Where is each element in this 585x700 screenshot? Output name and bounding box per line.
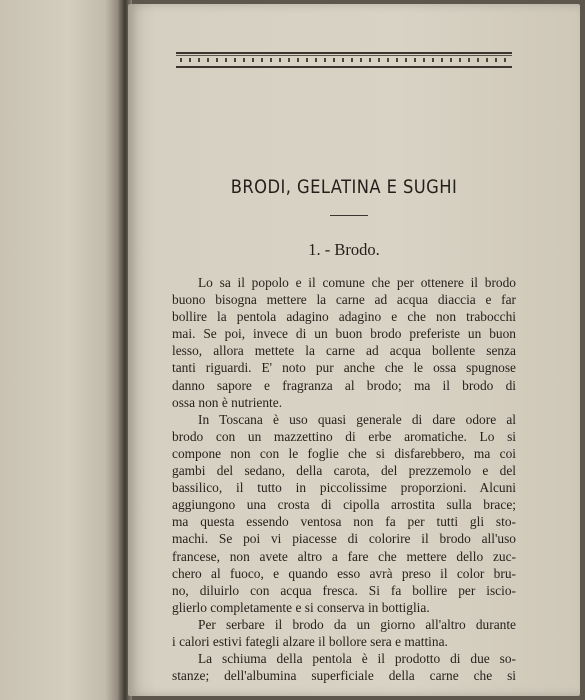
recipe-title: 1. - Brodo. xyxy=(308,240,380,259)
decorative-header-border xyxy=(176,52,512,68)
text-line: aggiungono una crosta di cipolla arrostita sulla brace; xyxy=(172,497,516,513)
text-line: ossa non è nutriente. xyxy=(172,394,283,410)
text-line: buono bisogna mettere la carne ad acqua diaccia e far xyxy=(172,292,516,308)
text-line: compone non con le foglie che si disfarebbero, ma coi xyxy=(172,445,516,461)
text-line: lesso, allora mettete la carne ad acqua bollente senza xyxy=(172,343,516,359)
text-line: machi. Se poi vi piacesse di colorire il brodo all'uso xyxy=(172,531,516,547)
text-line: mai. Se poi, invece di un buon brodo preferiste un buon xyxy=(172,326,516,342)
text-line: i calori estivi fategli alzare il bollore sera e mattina. xyxy=(172,633,448,649)
text-line: Per serbare il brodo da un giorno all'altro durante xyxy=(198,616,516,632)
text-line: gambi del sedano, della carota, del prezzemolo e del xyxy=(172,463,516,479)
text-line: tanti riguardi. E' noto pur anche che le ossa spugnose xyxy=(172,360,516,376)
text-line: stanze; dell'albumina superficiale della carne che si xyxy=(172,668,516,684)
text-line: chero al fuoco, e quando esso avrà preso il color bru- xyxy=(172,565,516,581)
text-line: danno sapore e fragranza al brodo; ma il brodo di xyxy=(172,377,516,393)
text-line: La schiuma della pentola è il prodotto di due so- xyxy=(198,651,516,667)
title-divider xyxy=(330,215,368,216)
text-line: ma questa essendo ventosa non fa per tutti gli sto- xyxy=(172,514,516,530)
left-page xyxy=(0,0,124,700)
body-text xyxy=(172,274,516,684)
text-line: francese, non avete altro a fare che mettere dello zuc- xyxy=(172,548,516,564)
text-line: Lo sa il popolo e il comune che per ottenere il brodo xyxy=(198,275,516,290)
text-line: In Toscana è uso quasi generale di dare odore al xyxy=(198,411,516,427)
chapter-title: BRODI, GELATINA E SUGHI xyxy=(230,176,458,198)
text-line: bassilico, il tutto in piccolissime proporzioni. Alcuni xyxy=(172,480,516,496)
text-line: bollire la pentola adagino adagino e che non trabocchi xyxy=(172,309,516,325)
text-line: glierlo completamente e si conserva in bottiglia. xyxy=(172,599,430,615)
text-line: brodo con un mazzettino di erbe aromatiche. Lo si xyxy=(172,428,516,444)
text-line: no, diluirlo con acqua fresca. Si fa bollire per iscio- xyxy=(172,582,516,598)
